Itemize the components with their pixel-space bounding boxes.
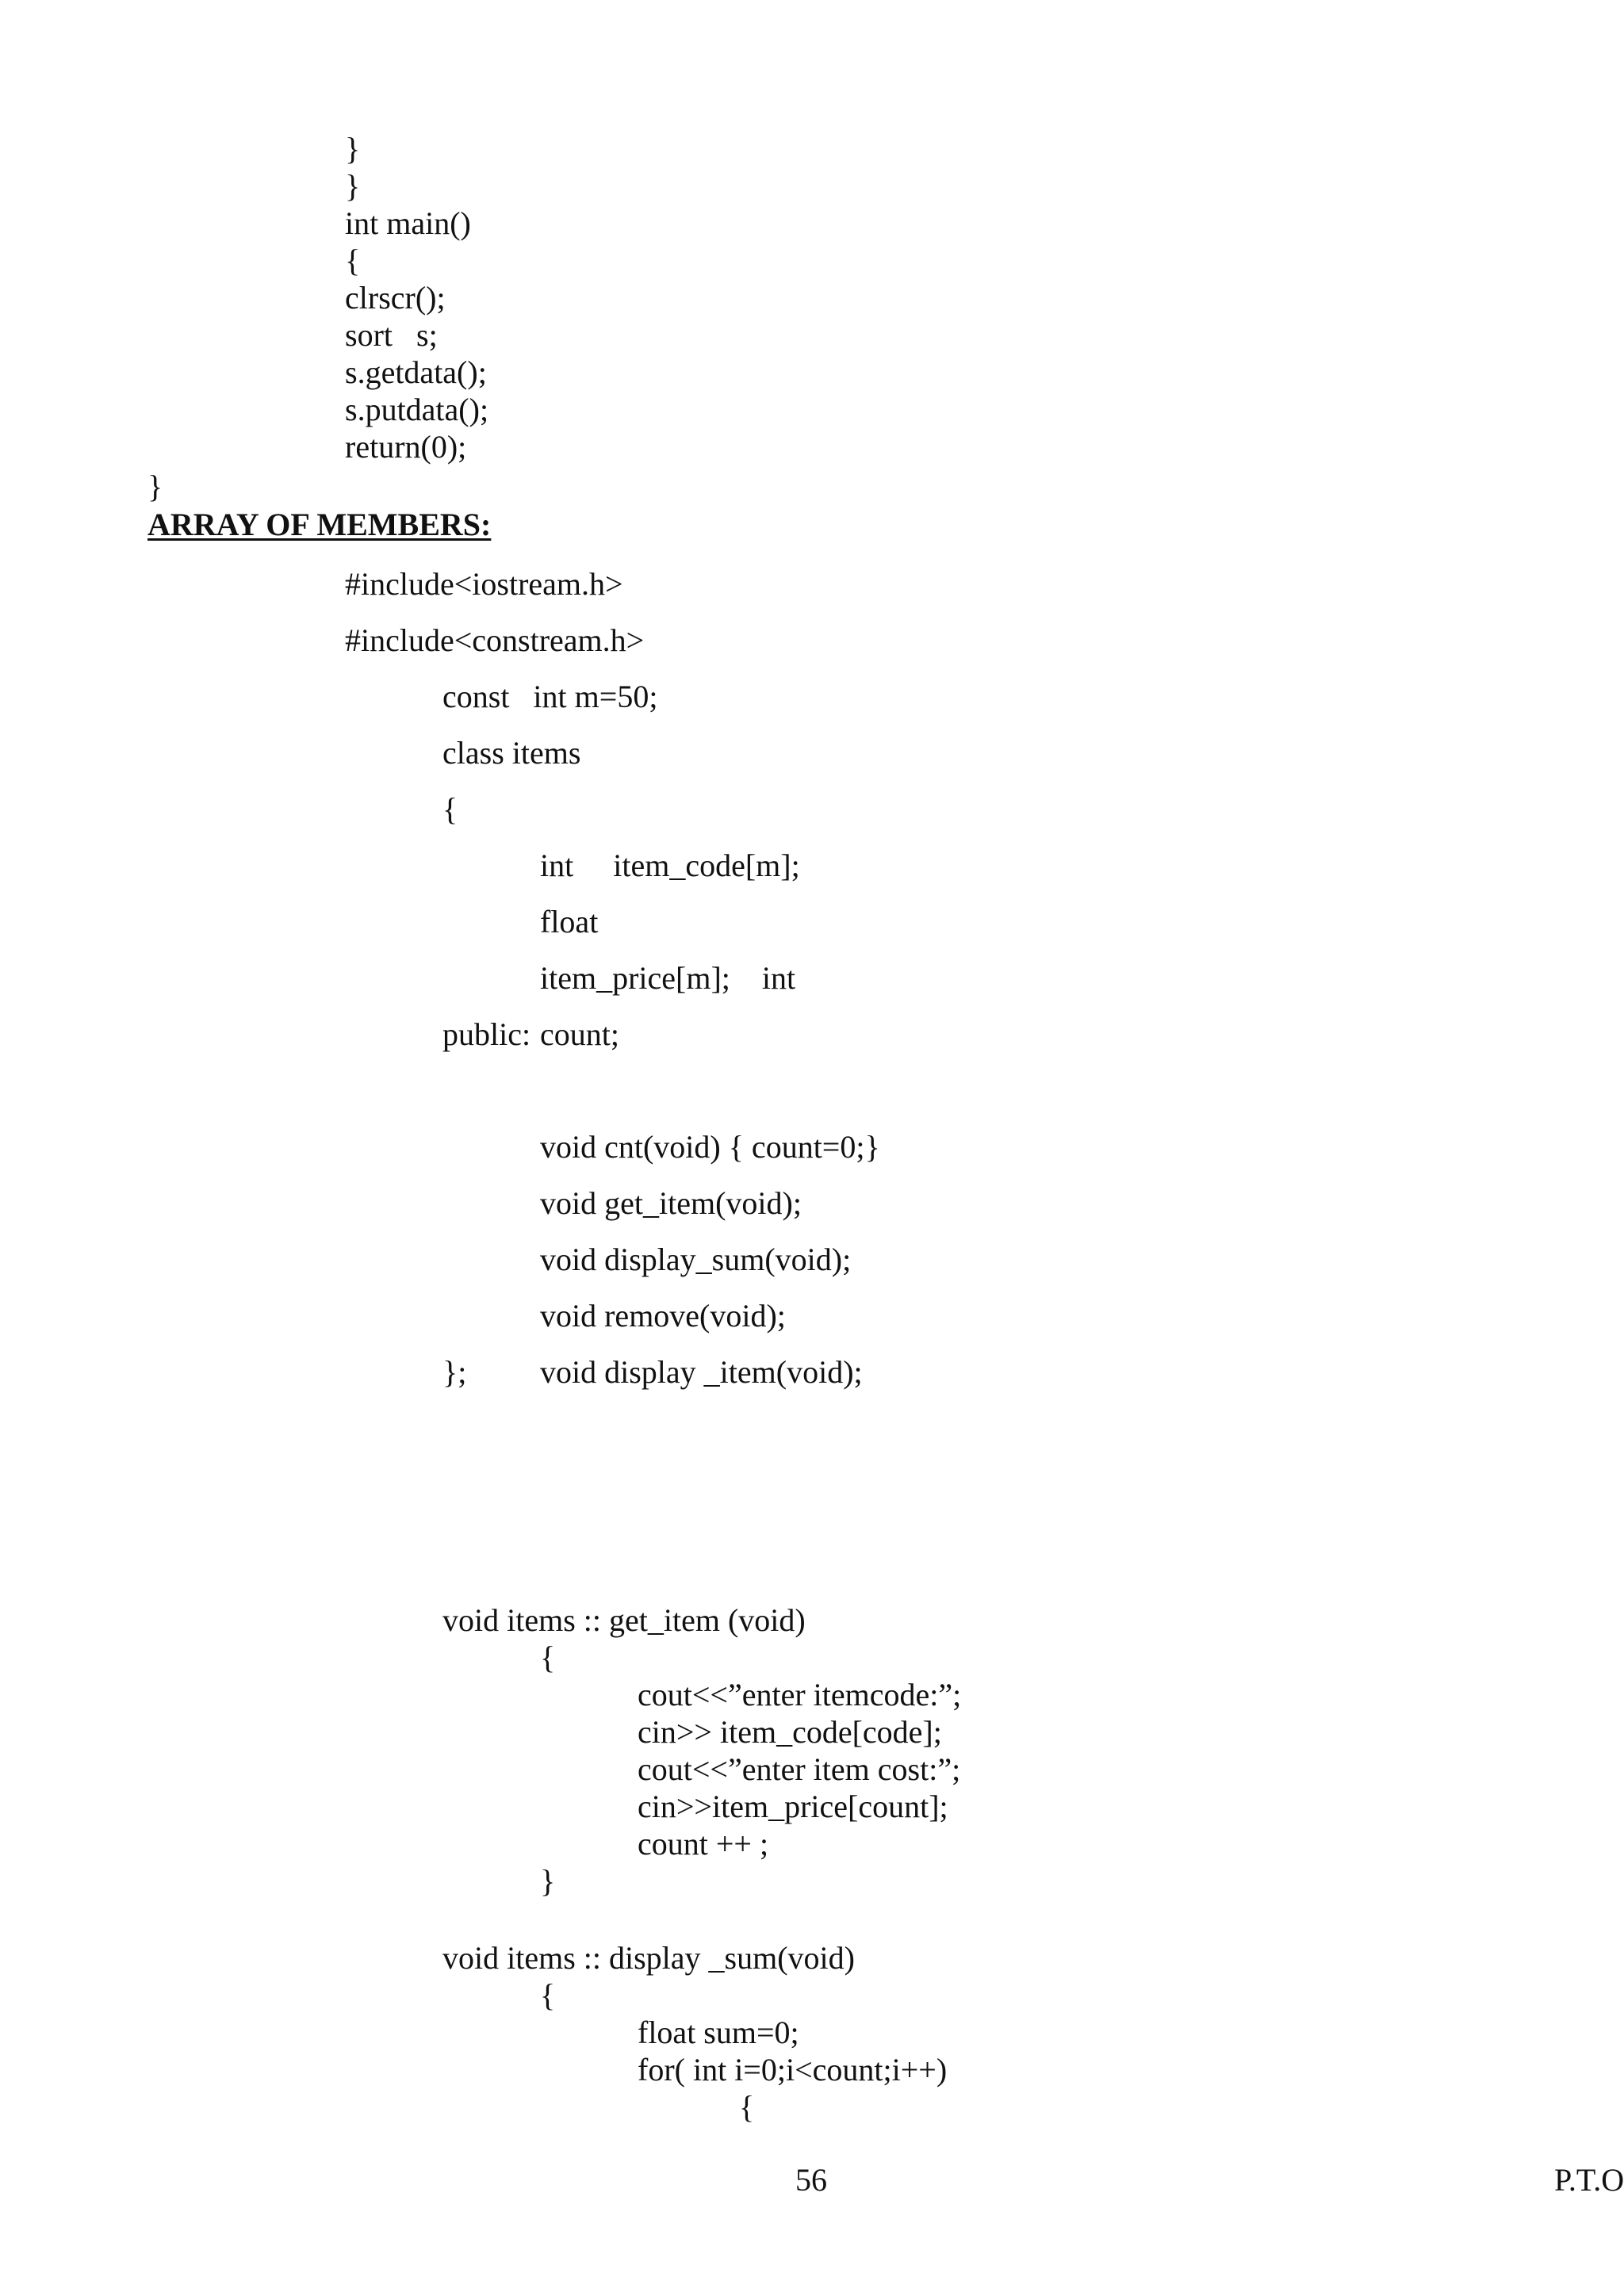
code-line: int main() [345,205,471,241]
code-line: void items :: display _sum(void) [442,1940,855,1976]
code-line: void cnt(void) { count=0;} [540,1129,880,1165]
code-line: #include<iostream.h> [345,566,623,602]
code-line: { [540,1977,556,2013]
code-line: class items [442,735,581,771]
code-line: cout<<”enter itemcode:”; [638,1677,962,1712]
code-line: #include<constream.h> [345,622,645,658]
code-line: { [739,2089,755,2125]
code-line: void display_sum(void); [540,1242,852,1277]
code-line: { [442,791,458,827]
code-line: public: [442,1016,531,1052]
code-line: s.putdata(); [345,392,489,427]
code-line: sort s; [345,317,438,353]
code-line: int item_code[m]; [540,848,800,883]
code-line: } [540,1863,556,1899]
code-line: item_price[m]; int [540,960,796,996]
code-line: void display _item(void); [540,1354,863,1390]
code-line: } [147,469,163,504]
page-number: 56 [795,2162,827,2198]
code-line: for( int i=0;i<count;i++) [638,2052,948,2087]
code-line: return(0); [345,429,467,465]
code-line: { [345,243,361,278]
code-line: void items :: get_item (void) [442,1602,806,1638]
code-line: clrscr(); [345,280,446,316]
code-line: cin>> item_code[code]; [638,1714,942,1750]
code-line: void remove(void); [540,1298,786,1334]
code-line: count; [540,1016,619,1052]
code-line: cin>>item_price[count]; [638,1789,948,1824]
code-line: { [540,1640,556,1675]
code-line: s.getdata(); [345,354,487,390]
code-line: } [345,131,361,166]
code-line: cout<<”enter item cost:”; [638,1751,961,1787]
code-line: count ++ ; [638,1826,769,1862]
pto-label: P.T.O [1554,2162,1624,2198]
code-line: }; [442,1354,467,1390]
code-line: float sum=0; [638,2015,799,2050]
code-line: float [540,904,599,939]
code-line: } [345,168,361,204]
code-line: const int m=50; [442,679,658,714]
code-line: void get_item(void); [540,1185,802,1221]
section-heading: ARRAY OF MEMBERS: [147,507,492,542]
